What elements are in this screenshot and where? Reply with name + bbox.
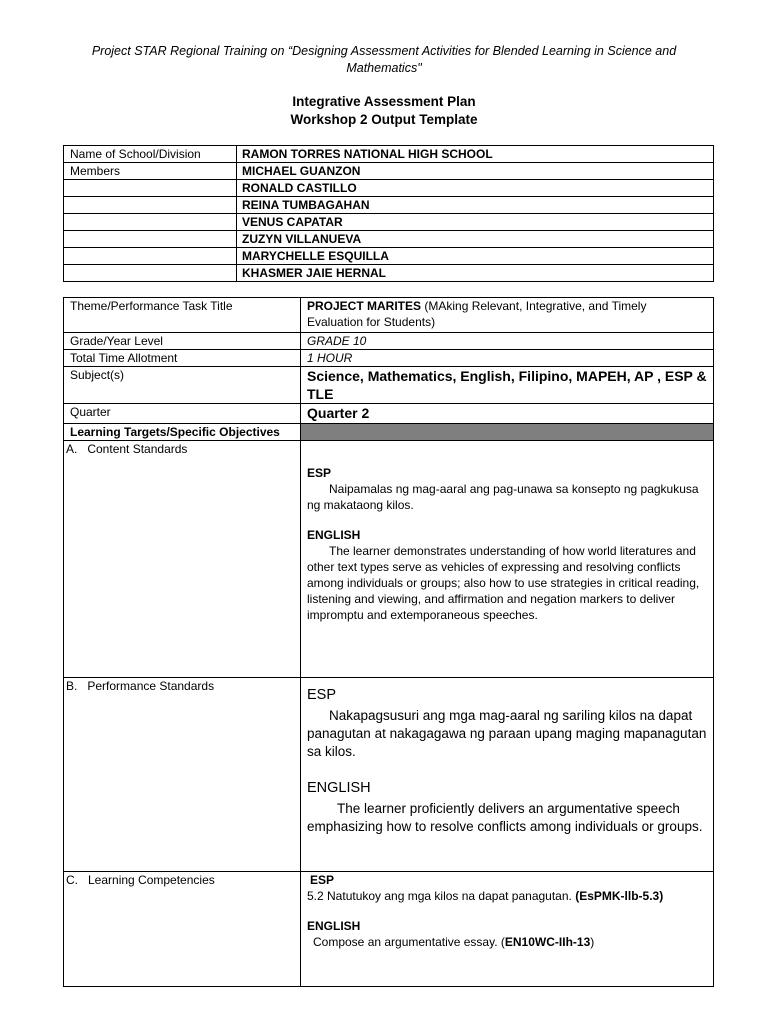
- competencies-esp-code: (EsPMK-llb-5.3): [575, 889, 664, 903]
- competencies-english-code: EN10WC-IIh-13: [504, 935, 591, 949]
- title-line-1: Integrative Assessment Plan: [292, 94, 476, 109]
- content-english-text: The learner demonstrates understanding of how world literatures and other text types serve as vehicles of expressing and resolving conflicts among individuals or groups; also how to use strategies in critical reading, listening and viewing, and affirmation and negation markers to deliver impromptu and extemporaneous speeches.: [307, 544, 700, 622]
- school-label: Name of School/Division: [64, 146, 237, 163]
- performance-standards-label: B. Performance Standards: [64, 678, 301, 872]
- theme-value: [301, 298, 714, 333]
- header-line-1: Project STAR Regional Training on “Designing Assessment Activities for Blended Learning in Science and: [91, 44, 677, 58]
- content-standards-value: [301, 441, 714, 678]
- theme-row: [64, 298, 714, 333]
- performance-standards-row: [64, 678, 714, 872]
- quarter-row: [64, 404, 714, 424]
- content-standards-label: A. Content Standards: [64, 441, 301, 678]
- content-esp-heading: ESP: [307, 466, 332, 480]
- member-name: ZUZYN VILLANUEVA: [237, 231, 714, 248]
- document-title: [60, 93, 708, 129]
- content-esp-text: Naipamalas ng mag-aaral ang pag-unawa sa konsepto ng pagkukusa ng makataong kilos.: [307, 482, 699, 512]
- assessment-plan-table: [63, 297, 714, 987]
- member-name: RONALD CASTILLO: [237, 180, 714, 197]
- theme-title-rest: (MAking Relevant, Integrative, and Timely: [424, 299, 647, 313]
- title-line-2: Workshop 2 Output Template: [290, 112, 478, 127]
- member-row: [64, 163, 714, 180]
- performance-esp-heading: ESP: [307, 687, 337, 703]
- member-row: [64, 214, 714, 231]
- targets-row: [64, 424, 714, 441]
- grade-label: Grade/Year Level: [64, 333, 301, 350]
- member-row: [64, 180, 714, 197]
- competencies-esp-text: 5.2 Natutukoy ang mga kilos na dapat panagutan.: [307, 889, 572, 903]
- school-members-table: [63, 145, 714, 282]
- targets-shaded-cell: [301, 424, 714, 441]
- subjects-label: Subject(s): [64, 367, 301, 404]
- content-english-heading: ENGLISH: [307, 528, 361, 542]
- member-name: REINA TUMBAGAHAN: [237, 197, 714, 214]
- content-standards-row: [64, 441, 714, 678]
- school-row: [64, 146, 714, 163]
- competencies-english-code-close: ): [590, 935, 595, 949]
- grade-row: [64, 333, 714, 350]
- competencies-english-line: [307, 934, 707, 950]
- time-value: 1 HOUR: [301, 350, 714, 367]
- member-name: MARYCHELLE ESQUILLA: [237, 248, 714, 265]
- competencies-esp-line: [307, 888, 707, 904]
- member-name: VENUS CAPATAR: [237, 214, 714, 231]
- time-row: [64, 350, 714, 367]
- member-name: KHASMER JAIE HERNAL: [237, 265, 714, 282]
- header-line-2: Mathematics": [346, 61, 422, 75]
- school-value: RAMON TORRES NATIONAL HIGH SCHOOL: [237, 146, 714, 163]
- performance-english-heading: ENGLISH: [307, 780, 371, 796]
- competencies-english-text: Compose an argumentative essay.: [313, 935, 498, 949]
- quarter-label: Quarter: [64, 404, 301, 424]
- members-label: Members: [64, 163, 237, 180]
- subjects-value: Science, Mathematics, English, Filipino, MAPEH, AP , ESP & TLE: [301, 367, 714, 404]
- targets-label: Learning Targets/Specific Objectives: [64, 424, 301, 441]
- theme-title-bold: PROJECT MARITES: [307, 299, 422, 313]
- subjects-row: [64, 367, 714, 404]
- theme-label: Theme/Performance Task Title: [64, 298, 301, 333]
- member-row: [64, 265, 714, 282]
- competencies-english-code-open: (: [500, 935, 505, 949]
- member-row: [64, 197, 714, 214]
- competencies-english-heading: ENGLISH: [307, 919, 361, 933]
- learning-competencies-value: [301, 872, 714, 987]
- performance-esp-text: Nakapagsusuri ang mga mag-aaral ng sariling kilos na dapat panagutan at nakagagawa ng paraan upang maging mapanagutan sa kilos.: [307, 708, 707, 759]
- document-header: [60, 43, 708, 77]
- member-row: [64, 231, 714, 248]
- theme-title-line2: Evaluation for Students): [307, 315, 436, 329]
- quarter-value: Quarter 2: [301, 404, 714, 424]
- performance-english-text: The learner proficiently delivers an argumentative speech emphasizing how to resolve conflicts among individuals or groups.: [307, 801, 703, 834]
- learning-competencies-label: C. Learning Competencies: [64, 872, 301, 987]
- learning-competencies-row: [64, 872, 714, 987]
- competencies-esp-heading: ESP: [310, 873, 335, 887]
- performance-standards-value: [301, 678, 714, 872]
- member-name: MICHAEL GUANZON: [237, 163, 714, 180]
- time-label: Total Time Allotment: [64, 350, 301, 367]
- member-row: [64, 248, 714, 265]
- grade-value: GRADE 10: [301, 333, 714, 350]
